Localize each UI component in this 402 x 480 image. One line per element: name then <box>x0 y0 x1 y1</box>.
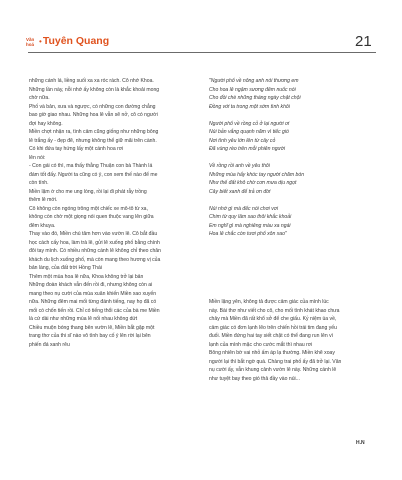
poem-line <box>209 154 384 163</box>
poem-line: Cho đồi chè những tháng ngày chật chội <box>209 95 301 102</box>
poem-line: Cho hoa lê ngậm sương đêm nuốc nói <box>209 86 296 93</box>
logo-bullet-icon: • <box>39 37 42 46</box>
body-text-line: thêm lê mới. <box>29 197 58 204</box>
body-text-line: chờ nữa. <box>29 95 50 102</box>
body-text-line: Miền lặng yên, không tả được cảm giác của mình lúc <box>209 299 329 305</box>
poem-line: Những mùa hẩy khóc tay người chăm bón <box>209 171 305 178</box>
left-column-text <box>29 77 199 350</box>
header-divider <box>28 52 376 53</box>
body-text-line: nữa. Những đêm mai mối từng đánh tiếng, nay họ đã có <box>29 299 157 306</box>
body-text-line: Phố và bản, xưa và ngược, có những con đường chẳng <box>29 103 156 110</box>
body-text-line: lạnh của mình mặc cho cước mắt thì nhau rơi <box>209 341 313 348</box>
body-text-line: đợi hay không. <box>29 120 63 127</box>
poem-line: Chim từ quy lâm sao thôi khắc khoải <box>209 214 292 221</box>
body-text-line: Miền lặm ờ cho me ung lòng, rồi lại đi phát rẫy trồng <box>29 188 147 195</box>
body-text-line: Thay vào đó, Miền chú tâm hơn vào vườn lê. Cô bắt đầu <box>29 231 158 238</box>
body-text-line: Cô không còn ngóng trông một chiếc xe mô-tô từ xa, <box>29 205 148 212</box>
body-text-line: đuối. Miền đứng hai tay siết chặt có thể đang run lên vì <box>209 333 334 340</box>
poem-line: Người phố về rồng cỏ ở lại người ơi <box>209 120 290 127</box>
body-text-line: bản làng, của đất trời Hồng Thái <box>29 265 102 272</box>
right-column-poem <box>209 77 384 239</box>
body-text-line: học cách cấy hoa, làm trà lê, gửi lê xuống phố bằng chính <box>29 239 160 246</box>
body-text-line: nụ cười ấy, vẫn khung cảnh vườn lê này. Những cánh lê <box>209 367 337 374</box>
poem-line: Đồng với ta trong một sớm tình khôi <box>209 103 290 110</box>
body-text-line: này. Bài thơ như viết cho cô, cho mối tình khát khao chưa <box>209 307 340 314</box>
logo-small-bottom: hoá <box>26 42 35 47</box>
poem-line: Về rồng rồi anh về yêu thôi <box>209 163 270 170</box>
body-text-line: bao giờ giao nhau. Những hoa lê vẫn sẽ nở, cô có người <box>29 112 158 119</box>
body-text-line: Chiều muộn bóng thang bên vườn lê, Miền bắt gặp một <box>29 324 155 331</box>
logo-small-text <box>26 37 37 47</box>
poem-line <box>209 196 384 205</box>
body-text-line: lê trắng ấy - đẹp đẽ, nhưng không thể giữ mãi trên cành. <box>29 137 157 144</box>
poem-line: "Người phố về nông anh nói thương em <box>209 78 299 84</box>
body-text-line: mối có chốn tiến rồi. Chỉ có tiếng thổi các của bà me Miền <box>29 307 160 314</box>
poem-line: Như thế đất khô chờ cơn mưa dịu ngọt <box>209 180 297 187</box>
poem-line: Em nghĩ gì mà nghiêng màu xa ngái <box>209 222 291 229</box>
poem-line: Nơi tình yêu lớn lên từ cây cỏ <box>209 137 276 144</box>
body-text-line: Những đoàn khách vẫn đến rồi đi, nhưng không còn ai <box>29 282 153 289</box>
page-header <box>0 0 402 60</box>
body-text-line: đôi tay mình. Có nhiều những cánh lê không chỉ theo chân <box>29 248 161 255</box>
poem-line <box>209 111 384 120</box>
body-text-line: Những lần này, nỗi nhớ ấy không còn là khắc khoải mong <box>29 86 160 93</box>
body-text-line: lên nói: <box>29 154 46 161</box>
poem-line: Cây biết xanh để trả ơn đời <box>209 188 271 195</box>
logo-main-text: Tuyên Quang <box>42 35 110 47</box>
body-text-line: Thêm một mùa hoa lê nữa, Khoa không trở lại bản <box>29 273 144 280</box>
author-signature: H.N <box>356 440 365 446</box>
body-text-line: là cứ dài như những mùa lê nối nhau không dứt <box>29 316 138 323</box>
body-text-line: cảm giác có đơn lạnh lẽo trên chiến hồi trái tim đang yếu <box>209 324 337 331</box>
body-text-line: đêm khuya. <box>29 222 56 229</box>
page-number: 21 <box>355 33 372 50</box>
body-text-line: chảy mà Miền đã rất khổ sở để che giấu. Kỷ niệm ùa về, <box>209 316 337 323</box>
body-text-line: mang theo nụ cười của mùa xuân khiến Miền xao xuyến <box>29 290 157 297</box>
body-text-line: trang thơ của thi sĩ nào vô tình bay cố ý lên rời lại bên <box>29 333 151 340</box>
poem-line: Núi bản vắng quạnh năm vì tiếc gió <box>209 129 289 136</box>
body-text-line: - Con gái có thì, ma thấy thằng Thuận con bà Thành lá <box>29 163 153 170</box>
logo-small-top: Văn <box>26 37 35 42</box>
body-text-line: Có khi đứa tay hứng lấy một cánh hoa rơi <box>29 146 124 153</box>
body-text-line: còn tính. <box>29 180 49 187</box>
body-text-line: Bông nhiên bờ vai nhỏ ấm áp lạ thường. Miền khẽ xoay <box>209 350 335 357</box>
poem-line: Đã vùng rèo trên mỗi phiên người <box>209 146 285 153</box>
body-text-line: những cánh lá, liềng suối xa xa róc rách. Cô nhớ Khoa. <box>29 78 154 84</box>
body-text-line: đám tốt đấy. Người ta cũng có ý, con xem thế nào để me <box>29 171 158 178</box>
body-text-line: người lại thì bắt ngờ quá. Chàng trai phố ấy đã trở lại. Vân <box>209 358 342 365</box>
body-text-line: không còn chờ một giọng nói quen thuộc vang lên giữa <box>29 214 154 221</box>
body-text-line: phiến đá xanh rêu <box>29 341 70 348</box>
body-text-line: khách du lịch xuống phố, mà còn mang theo hương vị của <box>29 256 161 263</box>
body-text-line: như tuyệt bay theo gió thả đầy vào núi... <box>209 375 300 382</box>
poem-line: Hoa lê chắc còn tươi phố xôn xao" <box>209 231 287 238</box>
poem-line: Núi nhớ gì mà đếc nói chơi vơi <box>209 205 278 212</box>
body-text-line: Miền chợt nhận ra, tình cảm cũng giống như những bông <box>29 129 159 136</box>
right-column-prose <box>209 298 384 383</box>
magazine-logo <box>26 33 109 47</box>
